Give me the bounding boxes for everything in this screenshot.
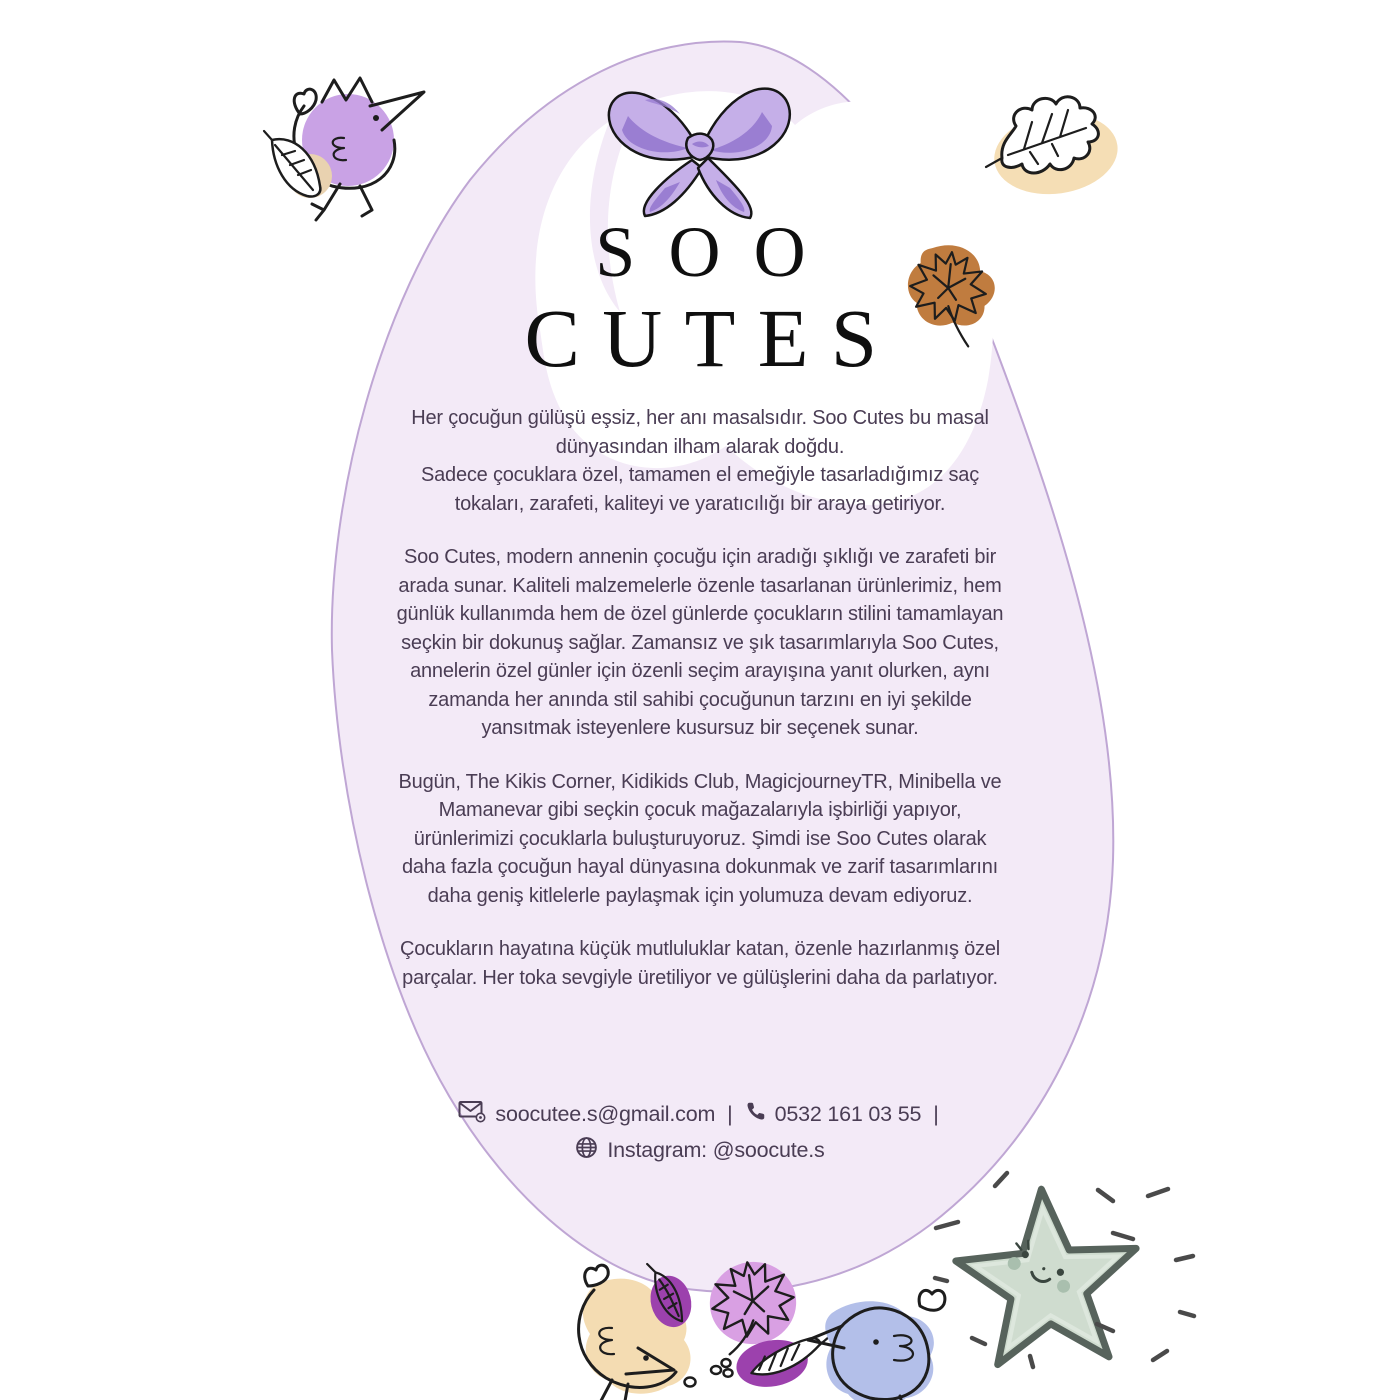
envelope-at-icon [458, 1100, 486, 1129]
smiling-star [935, 1170, 1194, 1387]
about-paragraph: Çocukların hayatına küçük mutluluklar katan, özenle hazırlanmış özel parçalar. Her toka sevgiyle üretiliyor ve gülüşlerini daha da parlatıyor. [399, 938, 1001, 989]
brand-logo [0, 210, 1400, 382]
phone-handset-icon [745, 1101, 766, 1128]
about-paragraph: Bugün, The Kikis Corner, Kidikids Club, MagicjourneyTR, Minibella ve Mamanevar gibi seçkin çocuk mağazalarıyla işbirliği yapıyor, ürünlerimizi çocuklarla buluşturuyoruz. Şimdi ise Soo Cutes olarak daha fazla çocuğun hayal dünyasına dokunmak ve zarif tasarımlarını daha geniş kitlelerle paylaşmak için yolumuza devam ediyoruz. [398, 770, 1002, 907]
about-text [393, 404, 1007, 992]
star-shape [944, 1170, 1160, 1387]
about-paragraph: Her çocuğun gülüşü eşsiz, her anı masalsıdır. Soo Cutes bu masal dünyasından ilham alarak doğdu. [411, 407, 989, 458]
contact-instagram: Instagram: @soocute.s [607, 1138, 825, 1162]
contact-separator: | [933, 1102, 939, 1126]
globe-icon [575, 1136, 598, 1165]
brand-name-line1: SOO [595, 212, 839, 292]
contact-block [0, 1100, 1400, 1165]
contact-phone: 0532 161 03 55 [774, 1102, 922, 1126]
doodle-bird-top-left [294, 78, 424, 220]
contact-email: soocutee.s@gmail.com [495, 1102, 716, 1126]
doodle-bird-bottom-right [808, 1290, 945, 1400]
contact-row-1 [458, 1100, 941, 1129]
oak-leaf-top-right [986, 97, 1123, 202]
about-paragraph: Sadece çocuklara özel, tamamen el emeğiyle tasarladığımız saç tokaları, zarafeti, kaliteyi ve yaratıcılığı bir araya getiriyor. [420, 464, 980, 515]
seeds [685, 1359, 733, 1387]
brand-name-line2: CUTES [524, 292, 900, 384]
contact-separator: | [727, 1102, 733, 1126]
about-paragraph: Soo Cutes, modern annenin çocuğu için aradığı şıklığı ve zarafeti bir arada sunar. Kaliteli malzemelerle özenle tasarlanan ürünlerimiz, hem günlük kullanımda hem de özel günlerde çocukların stilini tamamlayan seçkin bir dokunuş sağlar. Zamansız ve şık tasarımlarıyla Soo Cutes, annelerin özel günler için özenli seçim arayışına yanıt olurken, aynı zamanda her anında stil sahibi çocuğunun tarzını en iyi şekilde yansıtmak isteyenlere kusursuz bir seçenek sunar. [396, 546, 1004, 739]
contact-row-2 [575, 1136, 824, 1165]
